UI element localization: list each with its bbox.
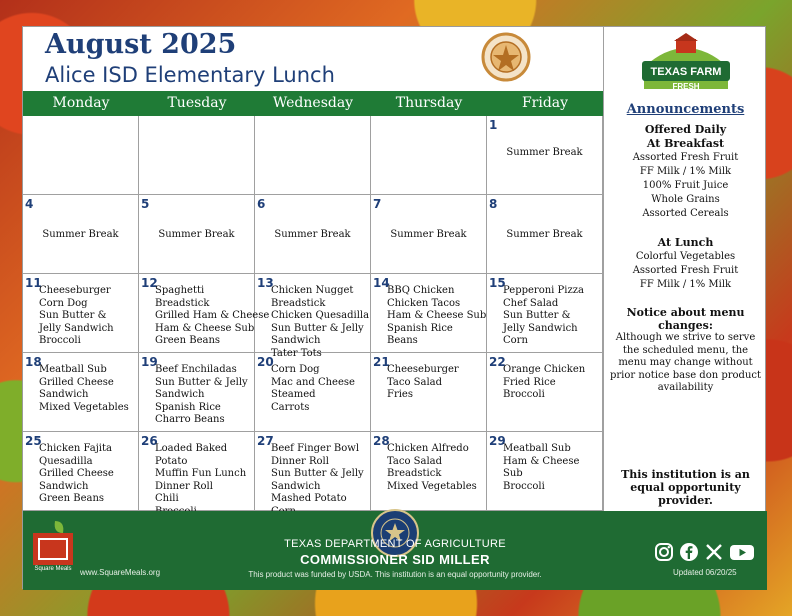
summer-break-note	[139, 229, 254, 242]
menu-item: Meatball Sub	[503, 443, 571, 454]
menu-items	[503, 443, 600, 493]
calendar-day-cell	[23, 353, 139, 432]
day-number: 20	[257, 355, 274, 369]
day-number: 8	[489, 197, 498, 211]
calendar-day-cell	[487, 274, 603, 353]
menu-item: Potato	[155, 455, 188, 467]
day-header-thursday: Thursday	[395, 95, 463, 111]
menu-item: Sun Butter & Jelly	[271, 322, 364, 334]
calendar-day-cell	[371, 116, 487, 195]
day-number: 26	[141, 434, 158, 448]
menu-item: Carrots	[271, 401, 310, 413]
menu-item: Sandwich	[271, 335, 321, 346]
menu-item: Broccoli	[503, 480, 545, 492]
menu-item: Fries	[387, 389, 413, 400]
day-number: 19	[141, 355, 158, 369]
day-number: 6	[257, 197, 266, 211]
menu-item: Sub	[503, 468, 523, 479]
texas-farm-fresh-logo	[636, 33, 736, 95]
lunch-heading: At Lunch	[657, 236, 714, 249]
menu-item: Chicken Quesadilla	[271, 310, 370, 321]
funding-statement: This product was funded by USDA. This institution is an equal opportunity provider.	[248, 570, 542, 579]
menu-item: Mashed Potato	[271, 493, 347, 504]
menu-item: Quesadilla	[39, 455, 93, 467]
menu-item: Muffin Fun Lunch	[155, 468, 247, 479]
menu-item: Chicken Tacos	[387, 297, 461, 309]
lunch-item: FF Milk / 1% Milk	[639, 279, 732, 290]
svg-text:TEXAS FARM: TEXAS FARM	[650, 66, 722, 78]
calendar-day-cell	[139, 116, 255, 195]
calendar-day-cell	[371, 353, 487, 432]
menu-item: Dinner Roll	[155, 480, 213, 492]
equal-opportunity-block	[608, 468, 763, 507]
menu-item: Summer Break	[158, 229, 235, 240]
equal-line: This institution is an	[621, 468, 750, 481]
menu-item: Ham & Cheese Sub	[155, 322, 255, 334]
menu-item: Sun Butter &	[39, 310, 107, 321]
day-number: 15	[489, 276, 506, 290]
menu-items	[271, 364, 368, 414]
menu-item: Dinner Roll	[271, 455, 329, 467]
menu-item: Green Beans	[155, 335, 221, 346]
menu-item: Ham & Cheese	[503, 455, 580, 467]
lunch-block	[608, 236, 763, 292]
menu-item: Grilled Ham & Cheese	[155, 310, 270, 321]
summer-break-note	[255, 229, 370, 242]
day-number: 12	[141, 276, 158, 290]
updated-date: Updated 06/20/25	[673, 568, 737, 577]
breakfast-item: Assorted Fresh Fruit	[632, 152, 739, 163]
menu-items	[387, 364, 484, 402]
menu-item: Summer Break	[42, 229, 119, 240]
menu-item: Steamed	[271, 389, 316, 400]
menu-item: Meatball Sub	[39, 364, 107, 375]
lunch-item: Colorful Vegetables	[635, 251, 736, 262]
weekday-header	[23, 91, 603, 116]
equal-line: provider.	[658, 494, 713, 507]
calendar-day-cell	[23, 274, 139, 353]
menu-item: Chicken Nugget	[271, 285, 354, 296]
day-number: 7	[373, 197, 382, 211]
calendar-day-cell	[371, 195, 487, 274]
calendar-day-cell	[255, 274, 371, 359]
calendar-day-cell	[255, 195, 371, 274]
menu-item: Spanish Rice	[387, 322, 453, 334]
day-number: 21	[373, 355, 390, 369]
breakfast-item: FF Milk / 1% Milk	[639, 166, 732, 177]
calendar-day-cell	[487, 116, 603, 195]
menu-item: Spanish Rice	[155, 401, 221, 413]
day-header-wednesday: Wednesday	[272, 95, 354, 111]
calendar-day-cell	[23, 432, 139, 511]
summer-break-note	[487, 147, 602, 160]
equal-line: equal opportunity	[630, 481, 741, 494]
notice-line: menu may change without	[618, 357, 753, 368]
notice-line: the scheduled menu, the	[622, 344, 749, 356]
menu-items	[155, 443, 252, 518]
summer-break-note	[487, 229, 602, 242]
day-number: 29	[489, 434, 506, 448]
menu-items	[39, 443, 136, 506]
menu-item: Chicken Alfredo	[387, 443, 469, 454]
menu-item: Beans	[387, 335, 418, 346]
menu-item: Sun Butter &	[503, 310, 571, 321]
menu-item: Orange Chicken	[503, 364, 586, 375]
menu-items	[155, 285, 270, 348]
day-number: 13	[257, 276, 274, 290]
instagram-icon[interactable]	[654, 542, 674, 562]
menu-item: Spaghetti	[155, 285, 205, 296]
tda-seal-icon	[367, 508, 423, 558]
breakfast-item: Whole Grains	[651, 194, 720, 205]
menu-item: Sun Butter & Jelly	[271, 468, 364, 479]
svg-text:Square Meals: Square Meals	[34, 566, 72, 572]
page-subtitle: Alice ISD Elementary Lunch	[45, 63, 335, 87]
district-seal-icon	[480, 31, 532, 89]
menu-items	[39, 285, 136, 348]
breakfast-heading-2: At Breakfast	[646, 137, 725, 150]
x-icon[interactable]	[704, 542, 724, 562]
menu-item: Broccoli	[503, 389, 545, 400]
notice-heading-1: Notice about menu	[626, 306, 745, 319]
svg-text:FRESH: FRESH	[672, 82, 700, 91]
calendar-day-cell	[139, 432, 255, 511]
notice-line: prior notice base don product	[609, 369, 762, 381]
menu-item: Breadstick	[387, 468, 442, 479]
summer-break-note	[23, 229, 138, 242]
day-number: 4	[25, 197, 34, 211]
menu-item: Mixed Vegetables	[39, 401, 129, 413]
notice-heading-2: changes:	[658, 318, 713, 332]
menu-item: Charro Beans	[155, 414, 225, 425]
notice-line: Although we strive to serve	[615, 332, 756, 343]
menu-sheet	[22, 26, 766, 589]
menu-item: Chicken Fajita	[39, 443, 112, 454]
announcements-title: Announcements	[626, 102, 745, 117]
menu-item: Loaded Baked	[155, 443, 228, 454]
breakfast-heading-1: Offered Daily	[644, 123, 727, 136]
calendar-day-cell	[139, 353, 255, 432]
calendar-day-cell	[23, 116, 139, 195]
menu-item: Summer Break	[506, 229, 583, 240]
menu-item: Ham & Cheese Sub	[387, 310, 487, 321]
menu-item: Corn	[503, 335, 528, 346]
menu-item: Breadstick	[155, 297, 210, 309]
day-number: 5	[141, 197, 150, 211]
menu-item: Mac and Cheese	[271, 376, 355, 388]
calendar-day-cell	[255, 432, 371, 511]
menu-item: Taco Salad	[387, 455, 443, 467]
calendar-day-cell	[255, 353, 371, 432]
notice-block	[608, 307, 763, 395]
calendar-day-cell	[487, 432, 603, 511]
calendar-day-cell	[487, 195, 603, 274]
breakfast-item: Assorted Cereals	[642, 208, 729, 219]
footer	[23, 511, 767, 590]
lunch-item: Assorted Fresh Fruit	[632, 265, 739, 276]
menu-item: Green Beans	[39, 493, 105, 504]
day-number: 18	[25, 355, 42, 369]
menu-item: Broccoli	[39, 335, 81, 346]
day-number: 25	[25, 434, 42, 448]
menu-item: Cheeseburger	[39, 285, 111, 296]
calendar-day-cell	[487, 353, 603, 432]
menu-item: Chef Salad	[503, 297, 559, 309]
day-number: 27	[257, 434, 274, 448]
menu-item: Grilled Cheese	[39, 468, 114, 479]
menu-item: Beef Finger Bowl	[271, 443, 360, 454]
menu-items	[503, 364, 600, 402]
calendar-day-cell	[23, 195, 139, 274]
calendar-day-cell	[255, 116, 371, 195]
page-title: August 2025	[45, 29, 237, 60]
menu-item: Corn Dog	[39, 297, 88, 309]
announcements-sidebar	[603, 27, 767, 511]
menu-item: Breadstick	[271, 297, 326, 309]
day-header-monday: Monday	[52, 95, 110, 111]
menu-items	[39, 364, 136, 414]
breakfast-item: 100% Fruit Juice	[642, 180, 729, 191]
menu-item: Sandwich	[39, 480, 89, 492]
day-number: 22	[489, 355, 506, 369]
menu-item: Sandwich	[155, 389, 205, 400]
menu-item: Sandwich	[39, 389, 89, 400]
square-meals-url[interactable]: www.SquareMeals.org	[80, 568, 161, 577]
menu-items	[155, 364, 252, 427]
day-number: 14	[373, 276, 390, 290]
menu-item: Sandwich	[271, 480, 321, 492]
menu-items	[387, 285, 487, 348]
menu-item: Beef Enchiladas	[155, 364, 237, 375]
menu-item: Summer Break	[274, 229, 351, 240]
menu-items	[503, 285, 600, 348]
day-number: 28	[373, 434, 390, 448]
menu-item: BBQ Chicken	[387, 285, 455, 296]
day-number: 11	[25, 276, 42, 290]
menu-item: Sun Butter & Jelly	[155, 376, 248, 388]
menu-item: Cheeseburger	[387, 364, 459, 375]
menu-item: Summer Break	[506, 147, 583, 158]
menu-item: Chili	[155, 493, 179, 504]
menu-item: Fried Rice	[503, 376, 556, 388]
menu-items	[271, 285, 368, 360]
youtube-icon[interactable]	[729, 542, 755, 562]
menu-item: Jelly Sandwich	[39, 322, 114, 334]
calendar-grid	[23, 116, 603, 511]
menu-items	[271, 443, 368, 518]
day-header-friday: Friday	[521, 95, 569, 111]
menu-item: Corn Dog	[271, 364, 320, 375]
calendar-day-cell	[139, 195, 255, 274]
calendar-day-cell	[371, 432, 487, 511]
menu-item: Tater Tots	[271, 347, 322, 359]
day-header-tuesday: Tuesday	[167, 95, 227, 111]
department-name: TEXAS DEPARTMENT OF AGRICULTURE	[284, 538, 506, 550]
facebook-icon[interactable]	[679, 542, 699, 562]
menu-item: Summer Break	[390, 229, 467, 240]
summer-break-note	[371, 229, 486, 242]
commissioner-name: COMMISSIONER SID MILLER	[300, 552, 490, 567]
menu-item: Taco Salad	[387, 376, 443, 388]
calendar-day-cell	[371, 274, 487, 353]
day-number: 1	[489, 118, 498, 132]
menu-item: Pepperoni Pizza	[503, 285, 584, 296]
social-links	[654, 542, 755, 562]
menu-item: Jelly Sandwich	[503, 322, 578, 334]
square-meals-logo	[31, 519, 75, 571]
menu-item: Mixed Vegetables	[387, 480, 477, 492]
menu-item: Grilled Cheese	[39, 376, 114, 388]
notice-line: availability	[657, 382, 714, 393]
menu-items	[387, 443, 484, 493]
breakfast-block	[608, 123, 763, 221]
